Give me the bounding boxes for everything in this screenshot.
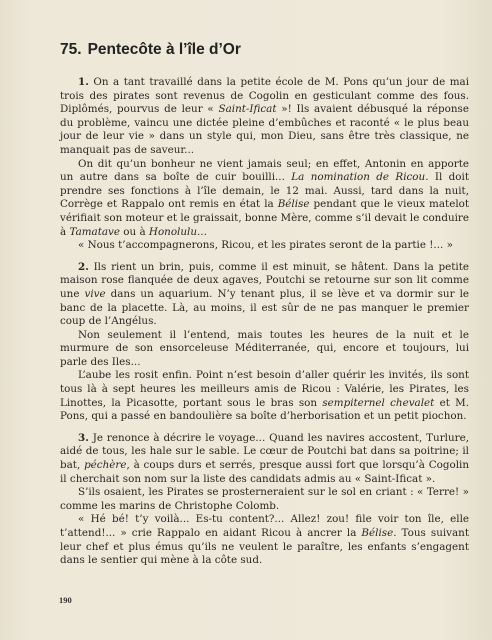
chapter-body (60, 76, 469, 568)
italic-text: sempiternel chevalet (322, 396, 435, 409)
paragraph (60, 432, 469, 486)
italic-text: La nomination de Ricou. (291, 171, 429, 184)
paragraph-text: S’ils osaient, les Pirates se prosterneraient sur le sol en criant : « Terre! » comme les marins de Christophe Colomb. (60, 486, 469, 512)
section-number: 1. (78, 76, 89, 88)
paragraph (60, 76, 469, 158)
italic-text: Bélise. (361, 527, 397, 539)
paragraph-text: , à coups durs et serrés, presque aussi fort que lorsqu’à Cogolin il cherchait son nom sur la liste des candidats admis au « Saint-Ificat ». (60, 459, 469, 485)
paragraph-text: Ils rient un brin, puis, comme il est minuit, se hâtent. Dans la petite maison rose flanquée de deux agaves, Poutchi se retourne sur son lit comme une (60, 260, 469, 300)
paragraph (60, 486, 469, 513)
paragraph-text: « Nous t’accompagnerons, Ricou, et les pirates seront de la partie !... » (78, 239, 453, 252)
paragraph-text: Tous suivant leur chef et plus émus qu’ils ne veulent le paraître, les enfants s’engagent dans le sentier qui mène à la côte sud. (60, 527, 469, 567)
paragraph-text: Je renonce à décrire le voyage... Quand les navires accostent, Turlure, aidé de tous, les hale sur le sable. Le cœur de Poutchi bat dans sa poitrine; il bat, (60, 431, 469, 472)
paragraph-text: dans un aquarium. N’y tenant plus, il se lève et va dormir sur le banc de la placette. Là, au moins, il est sûr de ne pas manquer le premier coup de l’Angélus. (60, 287, 470, 328)
paragraph (60, 239, 469, 253)
paragraph-text: On a tant travaillé dans la petite école de M. Pons qu’un jour de mai trois des pirates sont revenus de Cogolin en gesticulant comme des fous. Diplômés, pourvus de leur « (60, 76, 470, 116)
italic-text: Saint-Ificat (218, 103, 277, 116)
paragraph-text: »! Ils avaient débusqué la réponse du problème, vaincu une dictée pleine d’embûches et raconté « le plus beau jour de leur vie » dans un style qui, mon Dieu, sans être très classique, ne manquait pas de saveur... (60, 103, 469, 156)
chapter-title (60, 41, 241, 59)
paragraph-text: On dit qu’un bonheur ne vient jamais seul; en effet, Antonin en apporte un autre dans sa boîte de cuir bouilli... (60, 157, 469, 184)
italic-text: Bélise (277, 198, 310, 211)
italic-text: Honolulu... (148, 225, 207, 238)
paragraph (60, 369, 469, 423)
paragraph-text: « Hé bé! t’y voilà... Es-tu content?... Allez! zou! file voir ton île, elle t’attend!... » crie Rappalo en aidant Ricou à ancrer la (60, 513, 469, 539)
paragraph-text: Il doit prendre ses fonctions à l’île demain, le 12 mai. Aussi, tard dans la nuit, Corrège et Rappalo ont remis en état la (60, 171, 469, 211)
paragraph-text: L’aube les rosit enfin. Point n’est besoin d’aller quérir les invités, ils sont tous là à sept heures les meilleurs amis de Ricou : Valérie, les Pirates, les Linottes, la Picasotte, portant sous le bras son (60, 369, 469, 409)
paragraph (60, 513, 469, 567)
chapter-number: 75. (60, 41, 82, 58)
paragraph-text: pendant que le vieux matelot vérifiait son moteur et le graissait, bonne Mère, comme s’il devait le conduire à (60, 198, 470, 238)
paragraph-text: et M. Pons, qui a passé en bandoulière sa boîte d’herborisation et un petit piochon. (60, 396, 469, 423)
chapter-title-text: Pentecôte à l’île d’Or (87, 41, 241, 58)
italic-text: vive (84, 287, 106, 300)
italic-text: péchère (84, 459, 127, 472)
paragraph-text: ou à (120, 225, 149, 238)
paragraph (60, 329, 469, 370)
section-number: 2. (78, 260, 89, 273)
page-number: 190 (59, 595, 72, 605)
paragraph-text: Non seulement il l’entend, mais toutes les heures de la nuit et le murmure de son ensorceleuse Méditerranée, qui, encore et toujours, lui parle des Iles... (60, 328, 469, 368)
italic-text: Tamatave (69, 225, 120, 238)
paragraph (60, 261, 469, 329)
section-number: 3. (78, 431, 89, 444)
paragraph (60, 158, 469, 240)
